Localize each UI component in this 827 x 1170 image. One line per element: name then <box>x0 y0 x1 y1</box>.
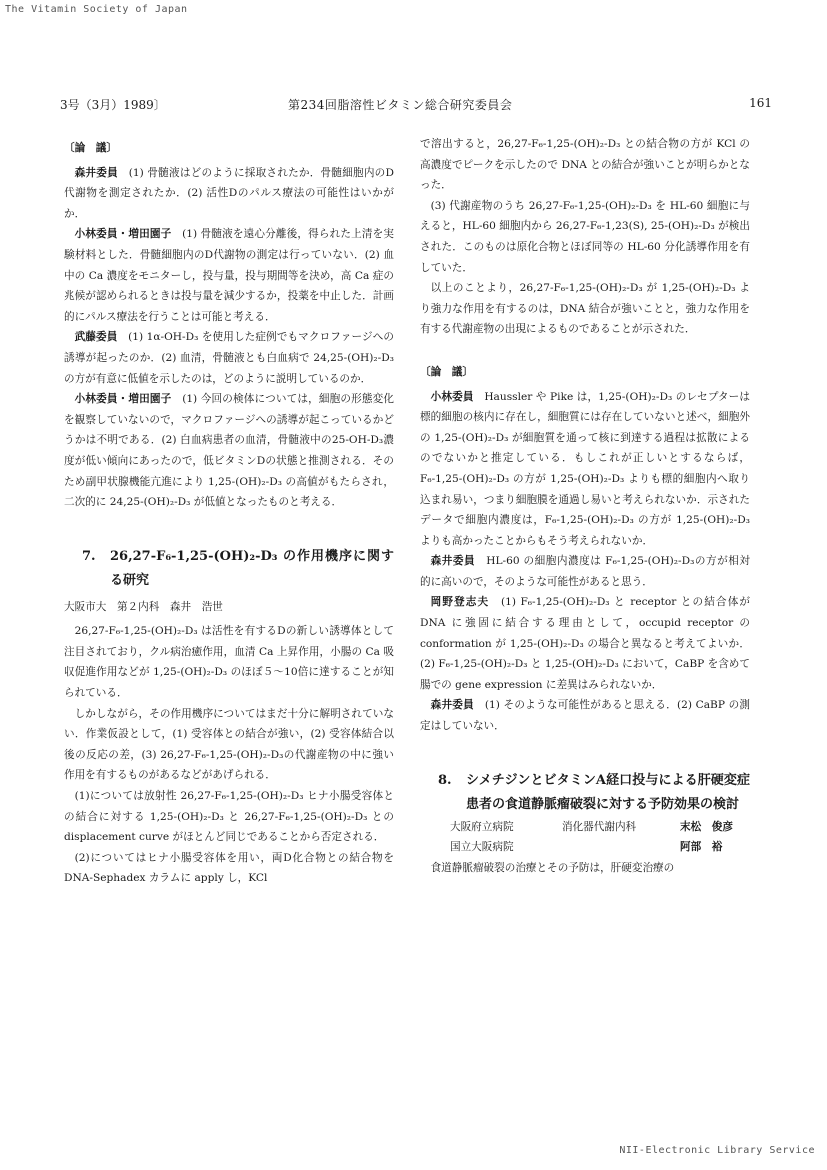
section-8-title <box>420 769 750 817</box>
issue-info: 3号（3月）1989〕 <box>60 98 166 112</box>
discussion-paragraph <box>64 327 394 389</box>
body-paragraph: 食道静脈瘤破裂の治療とその予防は，肝硬変治療の <box>430 861 675 874</box>
discussion-text: (1) 骨髄液を遠心分離後，得られた上清を実験材料とした．骨髄細胞内のD代謝物の測定は行っていない．(2) 血中の Ca 濃度をモニターし，投与量，投与期間等を決め，高 Ca 症の兆候が認められるときは投与量を減少するか，投薬を中止した．計画的にパルス療法を行うことは可能と考える． <box>64 228 395 323</box>
watermark-bottom: NII-Electronic Library Service <box>619 1145 815 1156</box>
body-paragraph: で溶出すると，26,27-F₆-1,25-(OH)₂-D₃ との結合物の方が KCl の高濃度でピークを示したので DNA との結合が強いことが明らかとなった． <box>420 138 750 192</box>
discussion-paragraph <box>420 387 750 552</box>
institution: 国立大阪病院 <box>450 841 514 854</box>
section-7-author: 大阪市大 第２内科 森井 浩世 <box>64 600 223 613</box>
left-column <box>64 134 394 889</box>
speaker: 森井委員 <box>430 555 476 568</box>
speaker: 森井委員 <box>74 166 118 179</box>
speaker: 小林委員 <box>430 390 474 403</box>
right-column <box>420 134 750 878</box>
discussion-paragraph <box>420 551 750 592</box>
author-name: 阿部 裕 <box>680 841 723 854</box>
author-affiliation <box>420 817 750 838</box>
department <box>562 837 680 858</box>
speaker: 小林委員・増田園子 <box>74 228 172 241</box>
discussion-paragraph <box>420 695 750 736</box>
section-number: 7. <box>82 548 96 564</box>
discussion-heading: 〔論 議〕 <box>64 142 117 154</box>
body-paragraph: (3) 代謝産物のうち 26,27-F₆-1,25-(OH)₂-D₃ を HL-60 細胞に与えると，HL-60 細胞内から 26,27-F₆-1,23(S), 25-(OH)₂-D₃ が検出された．このものは原化合物とほぼ同等の HL-60 分化誘導作用を有していた． <box>420 199 750 274</box>
page-number: 161 <box>749 96 772 110</box>
speaker: 武藤委員 <box>74 331 118 344</box>
running-title: 第234回脂溶性ビタミン総合研究委員会 <box>288 98 513 112</box>
body-paragraph: しかしながら，その作用機序についてはまだ十分に解明されていない．作業仮設として，(1) 受容体との結合が強い，(2) 受容体結合以後の反応の差，(3) 26,27-F₆-1,25-(OH)₂-D₃の代謝産物の中に強い作用を有するものがあるなどがあげられる． <box>64 707 394 782</box>
body-paragraph: (1)については放射性 26,27-F₆-1,25-(OH)₂-D₃ ヒナ小腸受容体との結合に対する 1,25-(OH)₂-D₃ と 26,27-F₆-1,25-(OH)₂-D₃ との displacement curve がほとんど同じであることから否定される． <box>64 790 394 844</box>
speaker: 岡野登志夫 <box>430 596 490 609</box>
discussion-text: (1) 1α-OH-D₃ を使用した症例でもマクロファージへの誘導が起ったのか．(2) 血清，骨髄液とも白血病で 24,25-(OH)₂-D₃ の方が有意に低値を示したのは，どのように説明しているのか． <box>64 331 395 385</box>
discussion-text: HL-60 の細胞内濃度は F₆-1,25-(OH)₂-D₃の方が相対的に高いので，そのような可能性があると思う． <box>420 555 751 588</box>
body-paragraph: 以上のことより，26,27-F₆-1,25-(OH)₂-D₃ が 1,25-(OH)₂-D₃ より強力な作用を有するのは，DNA 結合が強いことと，強力な作用を有する代謝産物の出現によるものであることが示された． <box>420 282 750 336</box>
discussion-paragraph <box>64 163 394 225</box>
section-title-text: 26,27-F₆-1,25-(OH)₂-D₃ の作用機序に関する研究 <box>110 548 394 588</box>
watermark-top: The Vitamin Society of Japan <box>5 4 188 15</box>
page-header <box>60 96 772 116</box>
author-affiliation <box>420 837 750 858</box>
body-paragraph: (2)についてはヒナ小腸受容体を用い，両D化合物との結合物を DNA-Sephadex カラムに apply し，KCl <box>64 851 394 885</box>
discussion-paragraph <box>420 592 750 695</box>
discussion-text: (1) 骨髄液はどのように採取されたか．骨髄細胞内のD代謝物を測定されたか．(2) 活性Dのパルス療法の可能性はいかがか． <box>64 166 395 220</box>
institution: 大阪府立病院 <box>450 820 514 833</box>
discussion-paragraph <box>64 389 394 513</box>
discussion-text: (1) そのような可能性があると思える．(2) CaBP の測定はしていない． <box>420 699 751 733</box>
discussion-text: (1) 今回の検体については，細胞の形態変化を観察していないので，マクロファージへの誘導が起こっているかどうかは不明である．(2) 白血病患者の血清，骨髄液中の25-OH-D₃濃度が低い傾向にあったので，低ビタミンDの状態と推測される．そのため副甲状腺機能亢進により 1,25-(OH)₂-D₃ の高値がもたらされ，二次的に 24,25-(OH)₂-D₃ が低値となったものと考える． <box>64 393 394 509</box>
speaker: 森井委員 <box>430 699 474 712</box>
section-7-title <box>64 545 394 593</box>
speaker: 小林委員・増田園子 <box>74 393 172 406</box>
department: 消化器代謝内科 <box>562 820 637 833</box>
section-title-text: シメチジンとビタミンA経口投与による肝硬変症患者の食道静脈瘤破裂に対する予防効果の検討 <box>466 772 750 812</box>
section-number: 8. <box>438 772 452 788</box>
author-name: 末松 俊彦 <box>680 820 733 833</box>
discussion-heading: 〔論 議〕 <box>420 365 473 378</box>
body-paragraph: 26,27-F₆-1,25-(OH)₂-D₃ は活性を有するDの新しい誘導体として注目されており，クル病治癒作用，血清 Ca 上昇作用，小腸の Ca 吸収促進作用などが 1,25-(OH)₂-D₃ のほぼ５～10倍に達することが知られている． <box>64 625 394 700</box>
discussion-text: Haussler や Pike は，1,25-(OH)₂-D₃ のレセプターは標的細胞の核内に存在し，細胞質には存在していないと述べ，細胞外の 1,25-(OH)₂-D₃ が細胞質を通って核に到達する過程は拡散によるのでないかと推定している．もしこれが正しいとするならば，F₆-1,25-(OH)₂-D₃ の方が 1,25-(OH)₂-D₃ よりも標的細胞内へ取り込まれ易い，つまり細胞膜を通過し易いと考えられないか．示されたデータで細胞内濃度は，F₆-1,25-(OH)₂-D₃ の方が 1,25-(OH)₂-D₃ よりも高かったことからもそう考えられないか． <box>420 390 751 547</box>
discussion-text: (1) F₆-1,25-(OH)₂-D₃ と receptor との結合体が DNA に強固に結合する理由として，occupid receptor の conformation が 1,25-(OH)₂-D₃ の場合と異なると考えてよいか．(2) F₆-1,25-(OH)₂-D₃ と 1,25-(OH)₂-D₃ において，CaBP を含めて腸での gene expression に差異はみられないか． <box>420 596 751 691</box>
discussion-paragraph <box>64 224 394 327</box>
